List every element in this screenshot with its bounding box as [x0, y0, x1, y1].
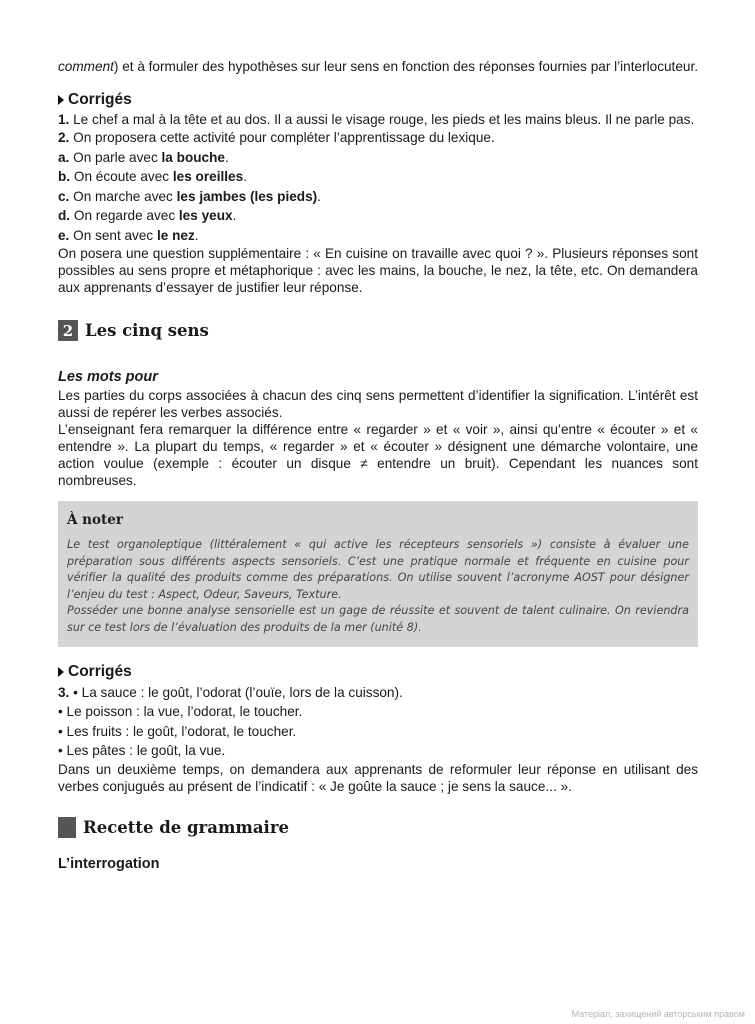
subheading-interrogation: L’interrogation — [58, 855, 160, 872]
section-marker-block — [58, 817, 76, 838]
corriges-heading-1: Corrigés — [58, 91, 698, 109]
note-paragraph-2: Posséder une bonne analyse sensorielle est un gage de réussite et souvent de talent culinaire. On reviendra sur ce test lors de l’évaluation des produits de la mer (unité 8). — [67, 604, 689, 634]
subheading-les-mots-pour: Les mots pour — [58, 369, 158, 385]
answer-item-e: e. On sent avec le nez. — [58, 227, 199, 243]
corriges-2-extra: Dans un deuxième temps, on demandera aux apprenants de reformuler leur réponse en utilisant des verbes conjugués au présent de l’indicatif : « Je goûte la sauce ; je sens la sauce... ». — [58, 761, 698, 794]
note-paragraph-1: Le test organoleptique (littéralement « qui active les récepteurs sensoriels ») consiste à évaluer une préparation sous différents aspects sensoriels. C’est une pratique normale et fréquente en cuisine pour vérifier la qualité des produits comme des préparations. On utilise souvent l’acronyme AOST pour désigner l’enjeu du test : Aspect, Odeur, Saveurs, Texture. — [67, 538, 689, 601]
intro-emphasis: comment — [58, 59, 114, 74]
section-2-paragraph-1: Les parties du corps associées à chacun des cinq sens permettent d’identifier la signification. L’intérêt est aussi de repérer les verbes associés. — [58, 388, 698, 420]
section-2-heading — [58, 320, 698, 341]
answer-3-line-2: • Le poisson : la vue, l’odorat, le toucher. — [58, 704, 303, 720]
triangle-bullet-icon — [58, 667, 64, 677]
answer-3-line-1: 3. • La sauce : le goût, l’odorat (l’ouïe, lors de la cuisson). — [58, 684, 403, 700]
supplementary-question: On posera une question supplémentaire : « En cuisine on travaille avec quoi ? ». Plusieurs réponses sont possibles au sens propre et métaphorique : avec les mains, la bouche, le nez, la tête, etc. On demandera aux apprenants d’essayer de justifier leur réponse. — [58, 246, 698, 295]
answer-2: 2. On proposera cette activité pour compléter l’apprentissage du lexique. — [58, 130, 495, 145]
page-content — [58, 58, 698, 872]
note-box — [58, 501, 698, 647]
answer-item-d: d. On regarde avec les yeux. — [58, 208, 237, 223]
section-3-heading — [58, 817, 698, 838]
triangle-bullet-icon — [58, 95, 64, 105]
answer-1: 1. Le chef a mal à la tête et au dos. Il a aussi le visage rouge, les pieds et les mains bleus. Il ne parle pas. — [58, 112, 695, 127]
section-2-paragraph-2: L’enseignant fera remarquer la différence entre « regarder » et « voir », ainsi qu’entre « écouter » et « entendre ». La plupart du temps, « regarder » et « écouter » désignent une démarche volontaire, une action voulue (exemple : écouter un disque ≠ entendre un bruit). Cependant les nuances sont nombreuses. — [58, 422, 698, 488]
answer-3-line-4: • Les pâtes : le goût, la vue. — [58, 743, 226, 759]
section-3-title: Recette de grammaire — [83, 817, 290, 837]
copyright-watermark: Матеріал, захищений авторським правом — [571, 1009, 745, 1019]
intro-paragraph — [58, 58, 698, 75]
answer-item-c: c. On marche avec les jambes (les pieds). — [58, 188, 321, 204]
section-title: Les cinq sens — [85, 321, 209, 340]
answer-item-a: a. On parle avec la bouche. — [58, 149, 229, 165]
intro-text: ) et à formuler des hypothèses sur leur sens en fonction des réponses fournies par l’interlocuteur. — [113, 59, 698, 74]
section-number: 2 — [58, 320, 78, 341]
note-title: À noter — [67, 512, 123, 528]
answer-3-line-3: • Les fruits : le goût, l’odorat, le toucher. — [58, 723, 297, 739]
corriges-heading-2: Corrigés — [58, 663, 698, 681]
answer-item-b: b. On écoute avec les oreilles. — [58, 169, 247, 184]
